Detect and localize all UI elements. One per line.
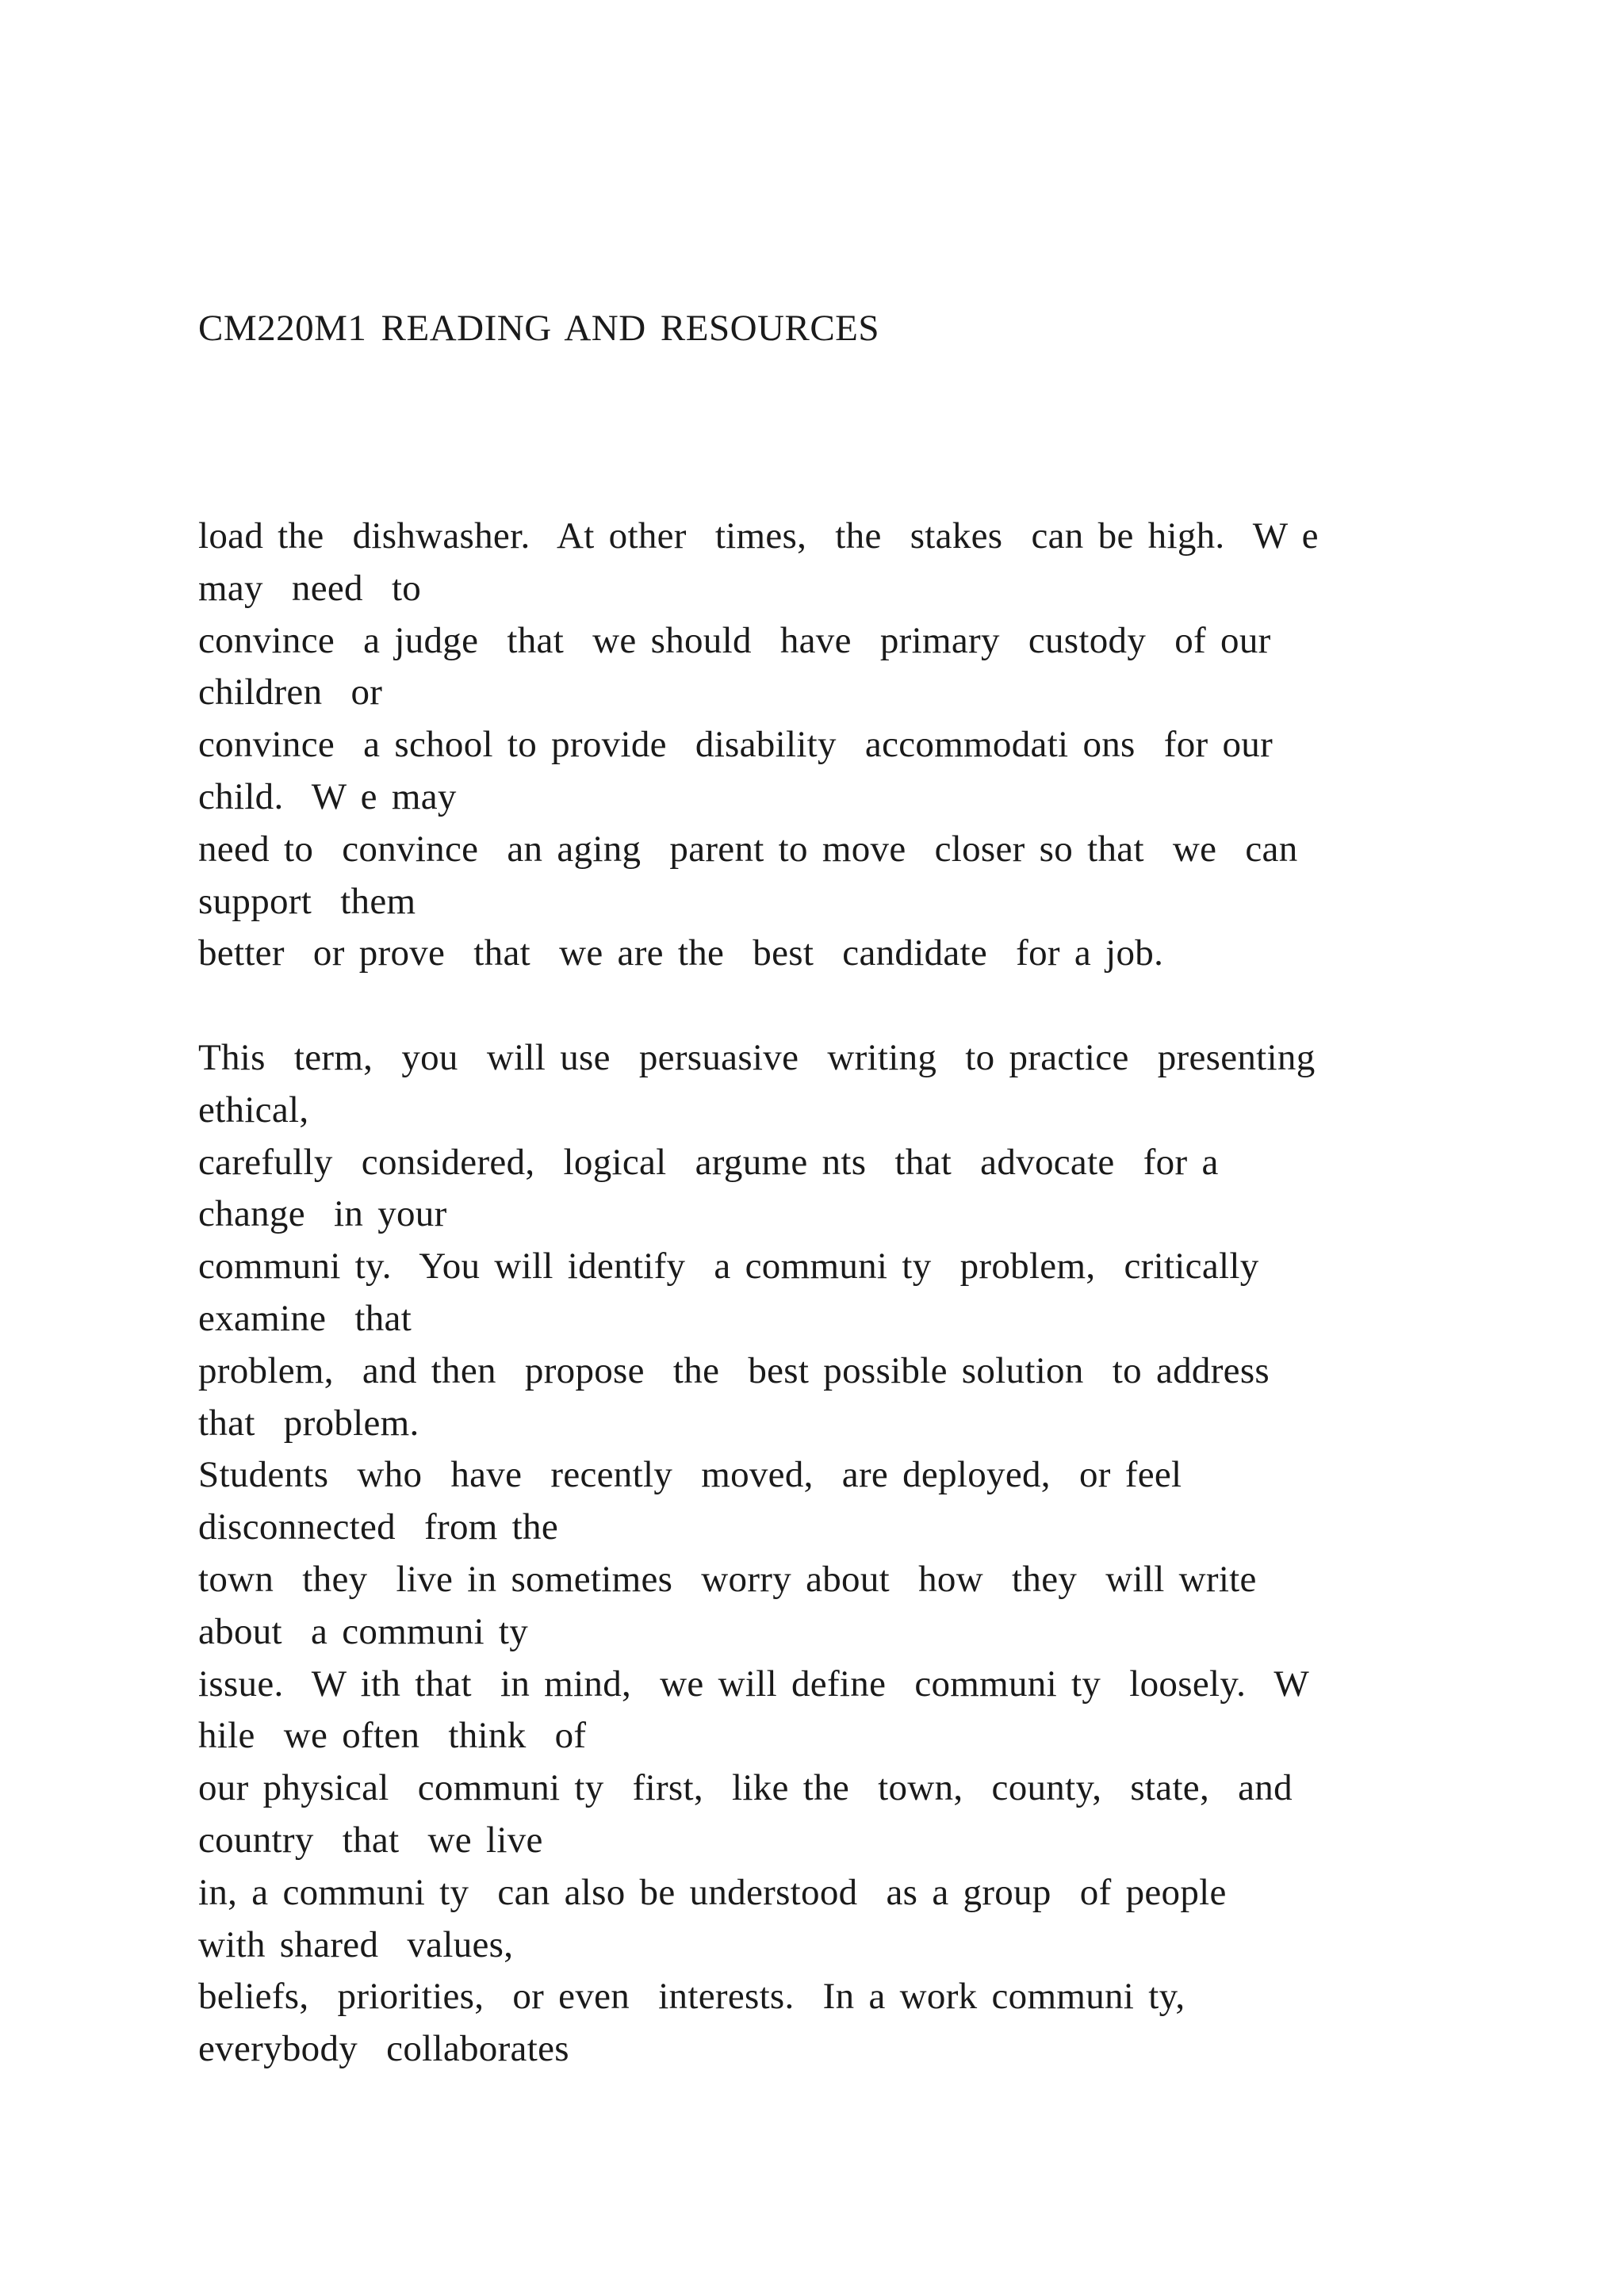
body-line: problem, and then propose the best possible solution to address xyxy=(198,1349,1270,1391)
body-line: beliefs, priorities, or even interests. In a work communi ty, xyxy=(198,1976,1185,2018)
body-line: examine that xyxy=(198,1297,412,1339)
body-line: about a communi ty xyxy=(198,1610,529,1652)
body-line: child. W e may xyxy=(198,775,457,817)
body-line: Students who have recently moved, are deployed, or feel xyxy=(198,1454,1182,1496)
body-line: in, a communi ty can also be understood as a group of people xyxy=(198,1871,1227,1913)
body-line: better or prove that we are the best candidate for a job. xyxy=(198,932,1164,974)
body-line: carefully considered, logical argume nts that advocate for a xyxy=(198,1141,1219,1183)
body-line: support them xyxy=(198,880,416,922)
body-line: need to convince an aging parent to move closer so that we can xyxy=(198,828,1298,870)
blank-line xyxy=(198,980,1507,1032)
document-body xyxy=(198,511,1507,2076)
body-line: everybody collaborates xyxy=(198,2028,569,2070)
body-line: children or xyxy=(198,672,383,714)
body-line: may need to xyxy=(198,567,422,609)
body-line: that problem. xyxy=(198,1402,419,1444)
body-line: issue. W ith that in mind, we will define communi ty loosely. W xyxy=(198,1663,1310,1705)
body-line: This term, you will use persuasive writing to practice presenting xyxy=(198,1036,1316,1078)
body-line: our physical communi ty first, like the town, county, state, and xyxy=(198,1767,1293,1809)
body-line: disconnected from the xyxy=(198,1506,558,1548)
body-line: hile we often think of xyxy=(198,1715,587,1757)
body-line: with shared values, xyxy=(198,1923,514,1965)
body-line: country that we live xyxy=(198,1819,543,1861)
body-line: communi ty. You will identify a communi ty problem, critically xyxy=(198,1246,1259,1288)
document-title: CM220M1 READING AND RESOURCES xyxy=(198,308,880,349)
body-line: ethical, xyxy=(198,1089,309,1131)
body-line: convince a judge that we should have primary custody of our xyxy=(198,619,1271,661)
body-line: load the dishwasher. At other times, the stakes can be high. W e xyxy=(198,515,1319,557)
body-line: change in your xyxy=(198,1193,447,1235)
body-line: town they live in sometimes worry about how they will write xyxy=(198,1558,1257,1600)
body-line: convince a school to provide disability accommodati ons for our xyxy=(198,724,1274,766)
